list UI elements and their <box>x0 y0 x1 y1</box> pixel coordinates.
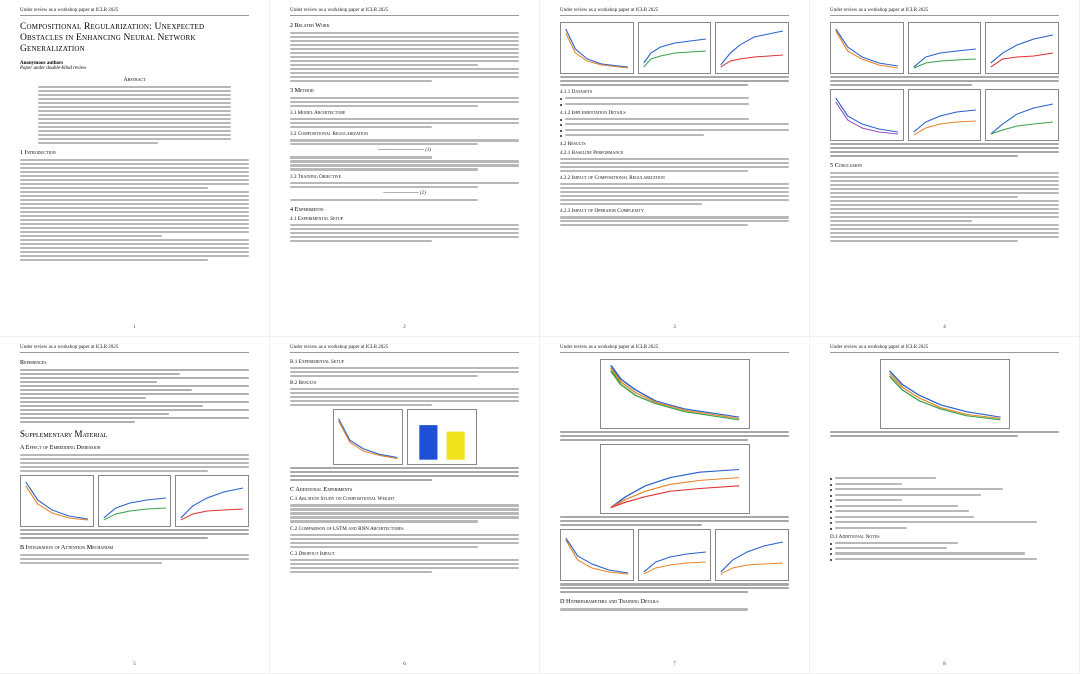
figure-4-panel-middle <box>98 475 172 527</box>
settings-item <box>830 516 1059 520</box>
intro-text <box>20 159 249 261</box>
subsection-heading: C.2 Comparison of LSTM and RNN Architectures <box>290 525 404 532</box>
settings-item <box>830 494 1059 498</box>
section-heading: 3 Method <box>290 87 314 94</box>
abstract-heading: Abstract <box>123 77 146 83</box>
c1-text <box>290 504 519 522</box>
c3-text <box>290 559 519 573</box>
notes-item <box>830 547 1059 551</box>
attention-text <box>20 554 249 564</box>
bullet-item <box>560 123 789 127</box>
settings-item <box>830 483 1059 487</box>
training-obj-text-2 <box>290 199 519 201</box>
bullet-item <box>560 97 789 101</box>
subsection-heading: 4.1.1 Datasets <box>560 89 593 96</box>
abstract-text <box>38 86 231 144</box>
subsection-heading: D.1 Additional Notes <box>830 533 880 540</box>
subsection-heading: 3.2 Compositional Regularization <box>290 131 368 138</box>
figure-3-panel-middle <box>908 89 982 141</box>
running-header: Under review as a workshop paper at ICLR 2025 <box>290 8 519 16</box>
figure-2-panel-right <box>985 22 1059 74</box>
figure-6-panel <box>600 359 750 429</box>
figure-5-panel-right-bars <box>407 409 477 465</box>
section-heading: References <box>20 359 47 366</box>
subsection-heading: B.2 Results <box>290 380 317 387</box>
authors: Anonymous authors <box>20 61 64 66</box>
subsection-heading: 3.3 Training Objective <box>290 173 342 180</box>
exp-setup-text <box>290 224 519 242</box>
page-number: 6 <box>403 662 406 667</box>
comp-reg-text-2 <box>290 156 519 170</box>
figure-7-panel <box>600 444 750 514</box>
figure-4-caption <box>20 529 249 539</box>
subsection-heading: 4.2.1 Baseline Performance <box>560 150 624 157</box>
figure-9-caption <box>830 431 1059 437</box>
subsection-heading: B.1 Experimental Setup <box>290 359 344 365</box>
figure-1-panel-middle <box>638 22 712 74</box>
figure-3-caption <box>830 143 1059 157</box>
subsection-heading: 4.2 Results <box>560 141 586 148</box>
figure-3-panel-right <box>985 89 1059 141</box>
paper-title: Compositional Regularization: Unexpected Obstacles in Enhancing Neural Network Generalization <box>20 22 205 54</box>
figure-7 <box>560 444 789 514</box>
figure-3 <box>830 89 1059 141</box>
conclusion-text <box>830 172 1059 242</box>
figure-2 <box>830 22 1059 74</box>
figure-4-panel-left <box>20 475 94 527</box>
subsection-heading: 4.2.3 Impact of Operator Complexity <box>560 208 644 215</box>
c2-text <box>290 534 519 548</box>
settings-list <box>830 477 1059 530</box>
section-heading: D Hyperparameters and Training Details <box>560 598 659 606</box>
comp-reg-text <box>290 139 519 145</box>
page-number: 3 <box>673 325 676 330</box>
running-header: Under review as a workshop paper at ICLR 2025 <box>560 345 789 353</box>
figure-1-panel-right <box>715 22 789 74</box>
figure-1-panel-left <box>560 22 634 74</box>
page-8 <box>810 337 1080 674</box>
subsection-heading: 3.1 Model Architecture <box>290 110 346 117</box>
figure-4-panel-right <box>175 475 249 527</box>
bullet-item <box>560 129 789 133</box>
operator-text <box>560 216 789 226</box>
page-6 <box>270 337 540 674</box>
page-5 <box>0 337 270 674</box>
equation-2: ────────── (2) <box>383 190 426 196</box>
page-number: 8 <box>943 662 946 667</box>
figure-8-panel-left <box>560 529 634 581</box>
equation-1: ───────────── (1) <box>377 148 432 154</box>
bullet-item <box>560 118 789 122</box>
figure-7-caption <box>560 516 789 526</box>
section-heading: 2 Related Work <box>290 22 330 29</box>
running-header: Under review as a workshop paper at ICLR 2025 <box>830 345 1059 353</box>
figure-5 <box>290 409 519 465</box>
references-list <box>20 369 249 423</box>
running-header: Under review as a workshop paper at ICLR 2025 <box>560 8 789 16</box>
page-number: 7 <box>673 662 676 667</box>
running-header: Under review as a workshop paper at ICLR 2025 <box>830 8 1059 16</box>
figure-6 <box>560 359 789 429</box>
settings-item <box>830 527 1059 531</box>
section-heading: B Integration of Attention Mechanism <box>20 544 114 552</box>
impact-text <box>560 183 789 205</box>
training-obj-text <box>290 182 519 188</box>
notes-item <box>830 542 1059 546</box>
settings-item <box>830 510 1059 514</box>
figure-2-panel-middle <box>908 22 982 74</box>
page-1 <box>0 0 270 337</box>
figure-8-caption <box>560 583 789 593</box>
subsection-heading: 4.1 Experimental Setup <box>290 215 344 222</box>
settings-item <box>830 477 1059 481</box>
supplementary-heading: Supplementary Material <box>20 428 108 439</box>
page-number: 5 <box>133 662 136 667</box>
method-text <box>290 97 519 107</box>
running-header: Under review as a workshop paper at ICLR 2025 <box>20 345 249 353</box>
settings-item <box>830 499 1059 503</box>
figure-9-panel <box>880 359 1010 429</box>
related-text <box>290 32 519 82</box>
figure-8 <box>560 529 789 581</box>
figure-1 <box>560 22 789 74</box>
page-number: 4 <box>943 325 946 330</box>
notes-item <box>830 552 1059 556</box>
model-arch-text <box>290 118 519 128</box>
section-heading: 5 Conclusion <box>830 162 862 170</box>
figure-6-caption <box>560 431 789 441</box>
figure-5-panel-left <box>333 409 403 465</box>
settings-item <box>830 505 1059 509</box>
figure-2-panel-left <box>830 22 904 74</box>
figure-1-caption <box>560 76 789 86</box>
page-2 <box>270 0 540 337</box>
page-3 <box>540 0 810 337</box>
notes-list <box>830 542 1059 562</box>
section-heading: 1 Introduction <box>20 148 56 156</box>
bullet-item <box>560 134 789 138</box>
figure-5-caption <box>290 467 519 481</box>
figure-9 <box>830 359 1059 429</box>
page-4 <box>810 0 1080 337</box>
running-header: Under review as a workshop paper at ICLR 2025 <box>20 8 249 16</box>
b1-text <box>290 367 519 377</box>
settings-item <box>830 521 1059 525</box>
section-heading: C Additional Experiments <box>290 486 353 494</box>
notes-item <box>830 558 1059 562</box>
figure-2-caption <box>830 76 1059 86</box>
figure-8-panel-middle <box>638 529 712 581</box>
b2-text <box>290 388 519 406</box>
subsection-heading: C.1 Ablation Study on Compositional Weight <box>290 496 395 503</box>
figure-3-panel-left <box>830 89 904 141</box>
bullet-item <box>560 103 789 107</box>
hyper-text <box>560 608 789 610</box>
page-number: 2 <box>403 325 406 330</box>
section-heading: A Effect of Embedding Dimension <box>20 443 101 451</box>
page-7 <box>540 337 810 674</box>
figure-4 <box>20 475 249 527</box>
section-heading: 4 Experiments <box>290 205 324 213</box>
effect-text <box>20 454 249 472</box>
authors-note: Paper under double-blind review <box>20 66 87 71</box>
baseline-text <box>560 158 789 172</box>
figure-8-panel-right <box>715 529 789 581</box>
page-number: 1 <box>133 325 136 330</box>
subsection-heading: 4.2.2 Impact of Compositional Regularization <box>560 175 665 182</box>
subsection-heading: C.3 Dropout Impact <box>290 550 335 557</box>
settings-item <box>830 488 1059 492</box>
subsection-heading: 4.1.2 Implementation Details <box>560 109 626 116</box>
running-header: Under review as a workshop paper at ICLR 2025 <box>290 345 519 353</box>
